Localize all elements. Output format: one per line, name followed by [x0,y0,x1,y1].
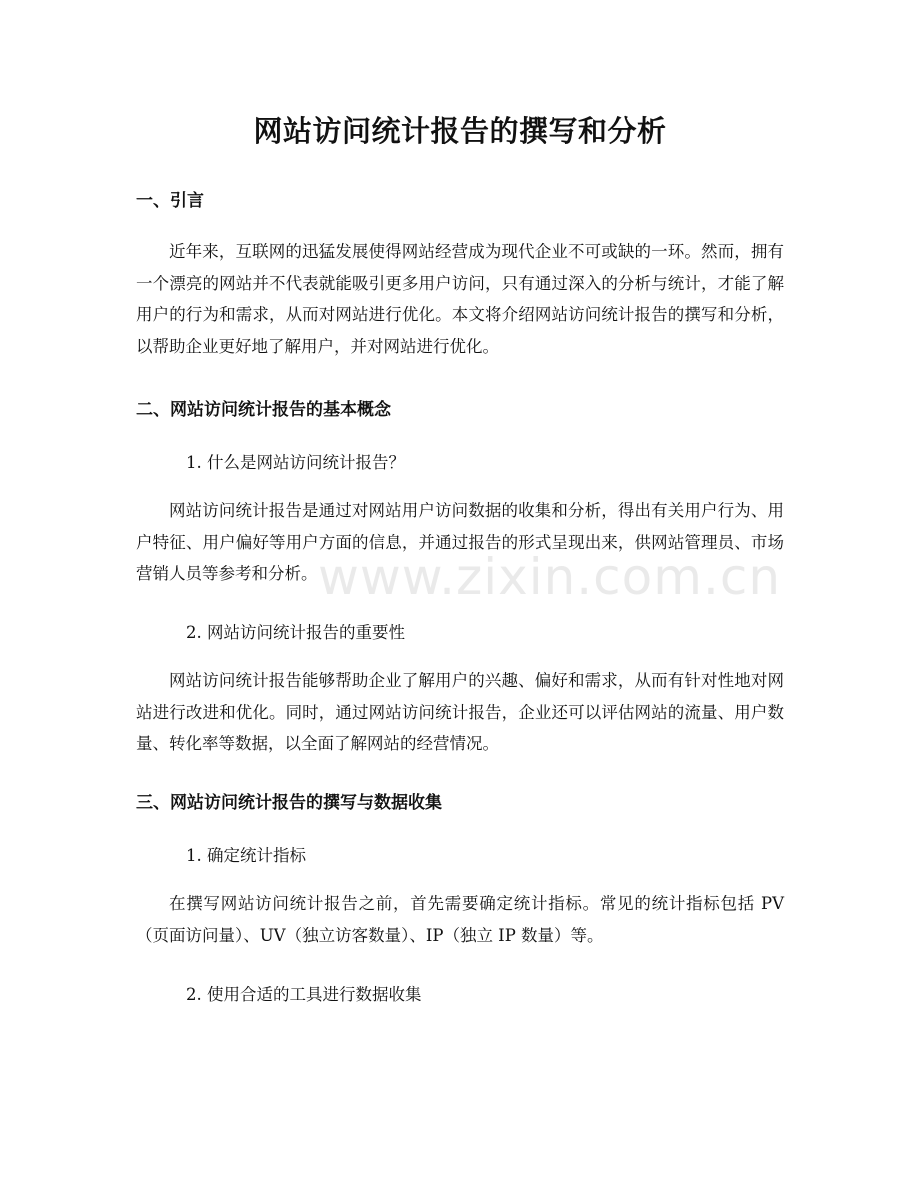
subsection-heading-metrics: 1. 确定统计指标 [186,846,306,865]
subsection-heading-what-is: 1. 什么是网站访问统计报告？ [186,453,405,472]
intro-paragraph: 近年来，互联网的迅猛发展使得网站经营成为现代企业不可或缺的一环。然而，拥有一个漂亮的网站并不代表就能吸引更多用户访问，只有通过深入的分析与统计，才能了解用户的行为和需求，从而对网站进行优化。本文将介绍网站访问统计报告的撰写和分析，以帮助企业更好地了解用户，并对网站进行优化。 [136,242,784,356]
what-is-paragraph: 网站访问统计报告是通过对网站用户访问数据的收集和分析，得出有关用户行为、用户特征、用户偏好等用户方面的信息，并通过报告的形式呈现出来，供网站管理员、市场营销人员等参考和分析。 [136,501,784,583]
section-heading-intro: 一、引言 [136,191,204,211]
section-heading-writing: 三、网站访问统计报告的撰写与数据收集 [136,793,442,813]
subsection-heading-importance: 2. 网站访问统计报告的重要性 [186,623,405,642]
watermark: www.zixin.com.cn [318,548,782,606]
metrics-paragraph: 在撰写网站访问统计报告之前，首先需要确定统计指标。常见的统计指标包括 PV（页面访问量）、UV（独立访客数量）、IP（独立 IP 数量）等。 [136,894,784,945]
document-title: 网站访问统计报告的撰写和分析 [253,114,667,148]
section-heading-concepts: 二、网站访问统计报告的基本概念 [136,400,391,420]
subsection-heading-tools: 2. 使用合适的工具进行数据收集 [186,985,422,1004]
importance-paragraph: 网站访问统计报告能够帮助企业了解用户的兴趣、偏好和需求，从而有针对性地对网站进行改进和优化。同时，通过网站访问统计报告，企业还可以评估网站的流量、用户数量、转化率等数据，以全面了解网站的经营情况。 [136,671,784,753]
